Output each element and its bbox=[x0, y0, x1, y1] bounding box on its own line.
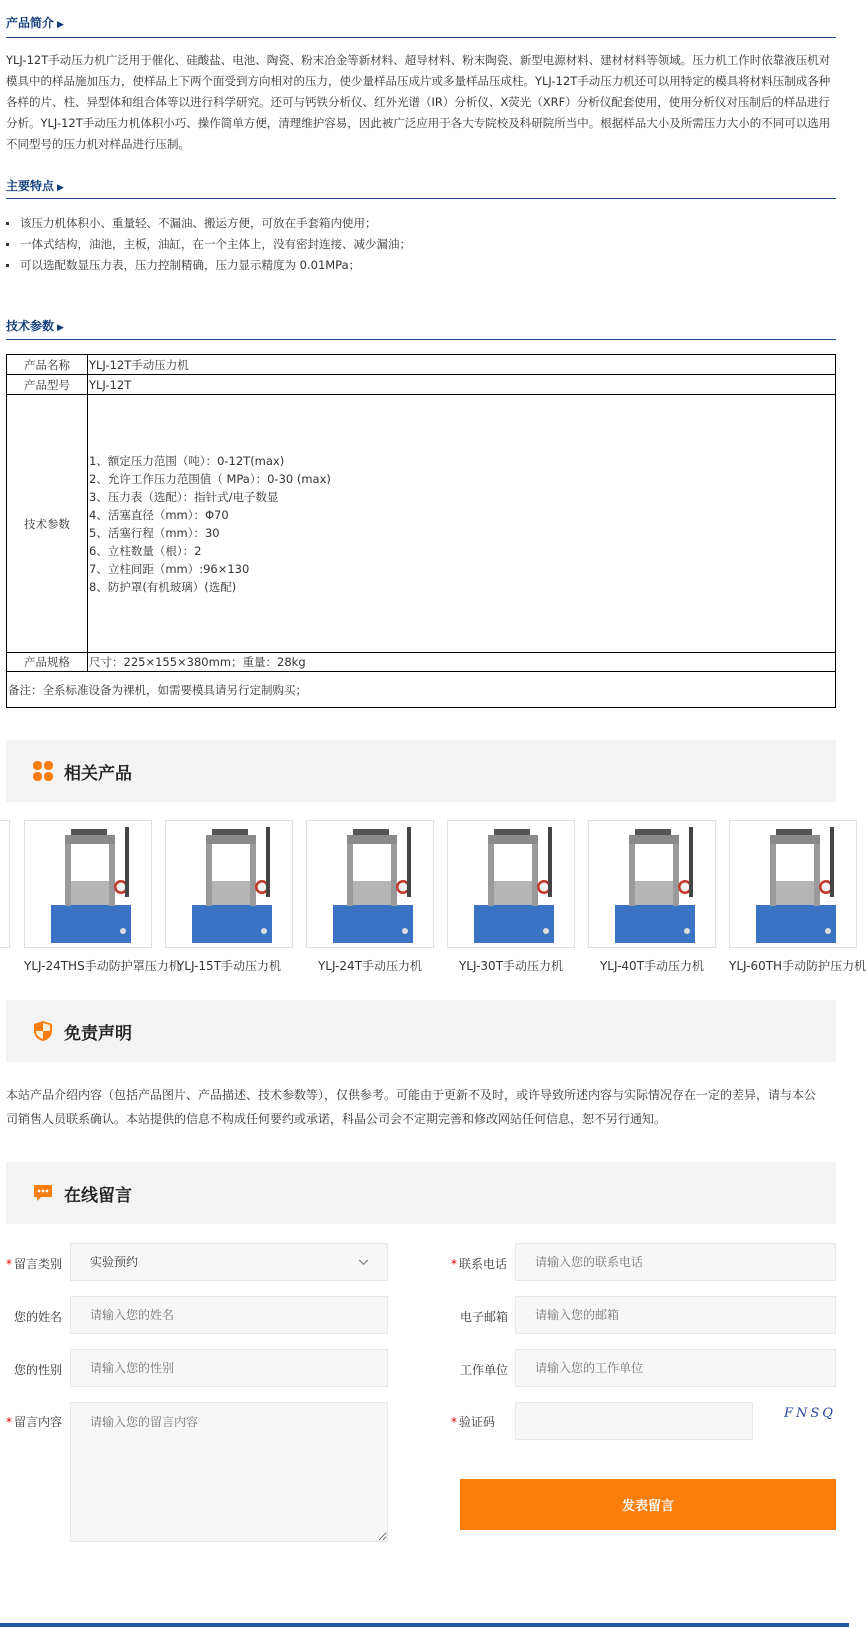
machine-base bbox=[474, 905, 554, 943]
press-machine-illustration bbox=[448, 821, 574, 947]
product-name: YLJ-24THS手动防护罩压力机 bbox=[24, 959, 181, 973]
column bbox=[206, 844, 212, 906]
piston-block bbox=[494, 881, 532, 905]
gauge-face bbox=[117, 883, 126, 892]
spec-section-title: 技术参数 ▶ bbox=[6, 319, 64, 333]
handwheel bbox=[71, 829, 107, 835]
product-card[interactable] bbox=[588, 820, 716, 974]
machine-top-plate bbox=[629, 835, 679, 844]
product-image bbox=[588, 820, 716, 948]
release-knob bbox=[261, 928, 267, 934]
list-item: 2、允许工作压力范围值（ MPa）：0-30 (max) bbox=[89, 471, 331, 486]
list-item: 8、防护罩(有机玻璃）(选配) bbox=[89, 579, 237, 594]
press-machine-illustration bbox=[166, 821, 292, 947]
press-machine-illustration bbox=[0, 821, 9, 947]
spec-table bbox=[6, 354, 836, 708]
column bbox=[250, 844, 256, 906]
related-products-title: 相关产品 bbox=[64, 764, 132, 784]
product-image bbox=[0, 820, 10, 948]
spec-note: 备注：全系标准设备为裸机，如需要模具请另行定制购买； bbox=[7, 672, 836, 708]
table-row bbox=[7, 355, 836, 375]
product-card[interactable] bbox=[729, 820, 866, 974]
related-products-header bbox=[6, 740, 836, 802]
list-item: 可以选配数显压力表，压力控制精确，压力显示精度为 0.01MPa； bbox=[6, 255, 836, 276]
column bbox=[629, 844, 635, 906]
company-field[interactable] bbox=[515, 1349, 836, 1387]
spec-size-label: 产品规格 bbox=[7, 653, 88, 672]
press-machine-illustration bbox=[25, 821, 151, 947]
company-label: 工作单位 bbox=[460, 1363, 509, 1377]
message-header bbox=[6, 1162, 836, 1224]
spec-model-label: 产品型号 bbox=[7, 375, 88, 395]
features-section-title: 主要特点 ▶ bbox=[6, 179, 64, 193]
pump-handle bbox=[266, 827, 270, 897]
release-knob bbox=[120, 928, 126, 934]
disclaimer-title: 免责声明 bbox=[64, 1024, 132, 1044]
piston-block bbox=[776, 881, 814, 905]
machine-top-plate bbox=[65, 835, 115, 844]
handwheel bbox=[494, 829, 530, 835]
product-card[interactable] bbox=[447, 820, 575, 974]
handwheel bbox=[635, 829, 671, 835]
gender-label: 您的性别 bbox=[14, 1363, 63, 1377]
submit-button[interactable]: 发表留言 bbox=[460, 1479, 836, 1530]
spec-size-value: 尺寸：225×155×380mm；重量：28kg bbox=[88, 653, 836, 672]
product-image bbox=[447, 820, 575, 948]
spec-model-value: YLJ-12T bbox=[88, 375, 836, 395]
table-row bbox=[7, 395, 836, 653]
grid-flower-icon bbox=[32, 760, 54, 782]
list-item: 1、额定压力范围（吨）：0-12T(max) bbox=[89, 453, 285, 468]
spec-params-cell bbox=[88, 395, 836, 653]
spec-name-label: 产品名称 bbox=[7, 355, 88, 375]
column bbox=[347, 844, 353, 906]
column bbox=[109, 844, 115, 906]
section-divider bbox=[6, 339, 836, 340]
list-item: 6、立柱数量（根）：2 bbox=[89, 543, 202, 558]
product-image bbox=[165, 820, 293, 948]
disclaimer-text: 本站产品介绍内容（包括产品图片、产品描述、技术参数等），仅供参考。可能由于更新不及时，或许导致所述内容与实际情况存在一定的差异，请与本公司销售人员联系确认。本站提供的信息不构成任何要约或承诺，科晶公司会不定期完善和修改网站任何信息，恕不另行通知。 bbox=[6, 1088, 817, 1126]
product-name: YLJ-30T手动压力机 bbox=[458, 959, 564, 973]
gauge-face bbox=[399, 883, 408, 892]
press-machine-illustration bbox=[730, 821, 856, 947]
product-card[interactable] bbox=[0, 820, 10, 948]
product-card[interactable] bbox=[306, 820, 434, 974]
name-label: 您的姓名 bbox=[14, 1310, 63, 1324]
machine-top-plate bbox=[770, 835, 820, 844]
chevron-down-icon bbox=[358, 1259, 369, 1266]
handwheel bbox=[353, 829, 389, 835]
disclaimer-header bbox=[6, 1000, 836, 1062]
spec-name-value: YLJ-12T手动压力机 bbox=[88, 355, 836, 375]
pump-handle bbox=[689, 827, 693, 897]
product-image bbox=[729, 820, 857, 948]
product-name: YLJ-40T手动压力机 bbox=[599, 959, 705, 973]
intro-section-title: 产品简介 ▶ bbox=[6, 16, 64, 30]
category-label: * 留言类别 bbox=[6, 1257, 63, 1271]
machine-top-plate bbox=[488, 835, 538, 844]
product-name: YLJ-60TH手动防护压力机 bbox=[729, 959, 866, 973]
machine-base bbox=[192, 905, 272, 943]
column bbox=[65, 844, 71, 906]
press-machine-illustration bbox=[589, 821, 715, 947]
category-select[interactable] bbox=[70, 1243, 388, 1281]
email-label: 电子邮箱 bbox=[460, 1310, 509, 1324]
phone-label: * 联系电话 bbox=[451, 1257, 508, 1271]
message-title: 在线留言 bbox=[64, 1186, 132, 1206]
machine-top-plate bbox=[347, 835, 397, 844]
press-machine-illustration bbox=[307, 821, 433, 947]
product-card[interactable] bbox=[165, 820, 293, 974]
captcha-label: * 验证码 bbox=[451, 1415, 496, 1429]
machine-base bbox=[51, 905, 131, 943]
category-selected-value: 实验预约 bbox=[90, 1255, 139, 1269]
product-name: YLJ-24T手动压力机 bbox=[317, 959, 423, 973]
column bbox=[814, 844, 820, 906]
chat-bubble-icon bbox=[32, 1182, 54, 1204]
gender-field[interactable] bbox=[70, 1349, 388, 1387]
gauge-face bbox=[540, 883, 549, 892]
pump-handle bbox=[548, 827, 552, 897]
footer-bar bbox=[0, 1623, 849, 1627]
list-item: 3、压力表（选配）：指针式/电子数显 bbox=[89, 489, 279, 504]
column bbox=[391, 844, 397, 906]
table-row bbox=[7, 653, 836, 672]
spec-params-label: 技术参数 bbox=[7, 395, 88, 653]
product-name: YLJ-15T手动压力机 bbox=[176, 959, 282, 973]
features-list bbox=[6, 213, 836, 276]
triangle-right-icon: ▶ bbox=[57, 323, 64, 333]
pump-handle bbox=[125, 827, 129, 897]
intro-text: YLJ-12T手动压力机广泛用于催化、硅酸盐、电池、陶瓷、粉末冶金等新材料、超导材料、粉末陶瓷、新型电源材料、建材材料等领域。压力机工作时依靠液压机对模具中的样品施加压力，使样品上下两个面受到方向相对的压力，使少量样品压成片或多量样品压成柱。YLJ-12T手动压力机还可以用特定的模具将材料压制成各种各样的片、柱、异型体和组合体等以进行科学研究。还可与钙铁分析仪、红外光谱（IR）分析仪、X荧光（XRF）分析仪配套使用，使用分析仪对压制后的样品进行分析。YLJ-12T手动压力机体积小巧、操作简单方便，清理维护容易，因此被广泛应用于各大专院校及科研院所当中。根据样品大小及所需压力大小的不同可以选用不同型号的压力机对样品进行压制。 bbox=[6, 53, 831, 151]
handwheel bbox=[776, 829, 812, 835]
params-list bbox=[89, 452, 835, 596]
piston-block bbox=[71, 881, 109, 905]
message-content-field[interactable] bbox=[70, 1402, 388, 1542]
piston-block bbox=[353, 881, 391, 905]
captcha-image[interactable]: FNSQ bbox=[784, 1406, 836, 1421]
column bbox=[673, 844, 679, 906]
piston-block bbox=[635, 881, 673, 905]
section-divider bbox=[6, 198, 836, 199]
release-knob bbox=[825, 928, 831, 934]
triangle-right-icon: ▶ bbox=[57, 183, 64, 193]
piston-block bbox=[212, 881, 250, 905]
email-field[interactable] bbox=[515, 1296, 836, 1334]
list-item: 5、活塞行程（mm）：30 bbox=[89, 525, 220, 540]
related-products-carousel[interactable] bbox=[0, 820, 866, 985]
product-image bbox=[306, 820, 434, 948]
pump-handle bbox=[830, 827, 834, 897]
gauge-face bbox=[822, 883, 831, 892]
triangle-right-icon: ▶ bbox=[57, 20, 64, 30]
captcha-field[interactable] bbox=[515, 1402, 753, 1440]
pump-handle bbox=[407, 827, 411, 897]
release-knob bbox=[543, 928, 549, 934]
machine-base bbox=[333, 905, 413, 943]
machine-top-plate bbox=[206, 835, 256, 844]
gauge-face bbox=[681, 883, 690, 892]
list-item: 4、活塞直径（mm）：Φ70 bbox=[89, 507, 229, 522]
product-card[interactable] bbox=[24, 820, 181, 974]
machine-base bbox=[756, 905, 836, 943]
product-image bbox=[24, 820, 152, 948]
list-item: 一体式结构，油池，主板，油缸，在一个主体上，没有密封连接、减少漏油； bbox=[6, 234, 836, 255]
column bbox=[770, 844, 776, 906]
section-divider bbox=[6, 37, 836, 38]
phone-field[interactable] bbox=[515, 1243, 836, 1281]
column bbox=[532, 844, 538, 906]
handwheel bbox=[212, 829, 248, 835]
table-row bbox=[7, 375, 836, 395]
shield-icon bbox=[32, 1020, 54, 1042]
content-label: * 留言内容 bbox=[6, 1415, 63, 1429]
list-item: 该压力机体积小、重量轻、不漏油、搬运方便，可放在手套箱内使用； bbox=[6, 213, 836, 234]
gauge-face bbox=[258, 883, 267, 892]
list-item: 7、立柱间距（mm）:96×130 bbox=[89, 561, 250, 576]
release-knob bbox=[402, 928, 408, 934]
name-field[interactable] bbox=[70, 1296, 388, 1334]
column bbox=[488, 844, 494, 906]
release-knob bbox=[684, 928, 690, 934]
table-row bbox=[7, 672, 836, 708]
machine-base bbox=[615, 905, 695, 943]
